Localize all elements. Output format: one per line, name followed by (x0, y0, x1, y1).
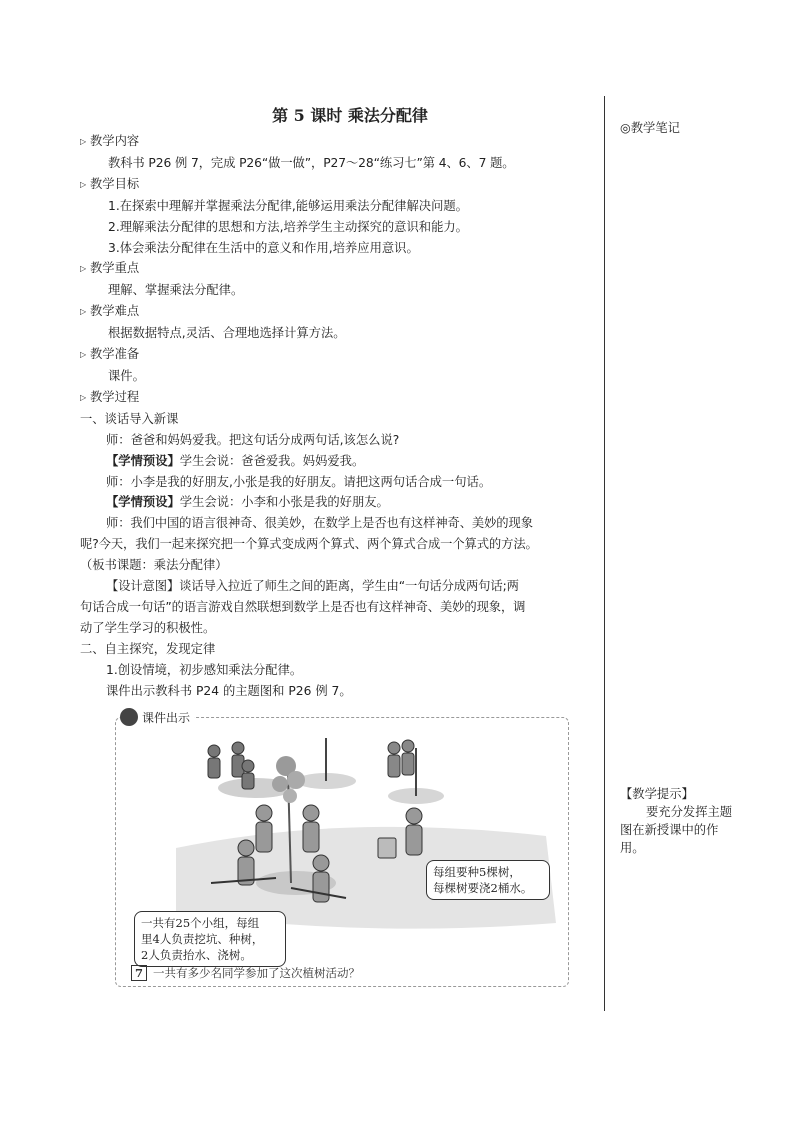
part1-title: 一、谈话导入新课 (80, 411, 179, 426)
teaching-notes-label: ◎教学笔记 (620, 121, 680, 135)
section-process-head: ▷ 教学过程 (80, 387, 600, 409)
dialog-line: 师：小李是我的好朋友,小张是我的好朋友。请把这两句话合成一句话。 (106, 474, 492, 489)
dialog-line: 【学情预设】学生会说：小李和小张是我的好朋友。 (106, 495, 389, 510)
sapling-foliage (283, 789, 297, 803)
triangle-icon: ▷ (80, 350, 87, 360)
section-key-body: 理解、掌握乘法分配律。 (108, 283, 244, 298)
sapling-foliage (272, 776, 288, 792)
triangle-icon: ▷ (80, 264, 87, 274)
goal-2: 2.理解乘法分配律的思想和方法,培养学生主动探究的意识和能力。 (108, 219, 468, 234)
dialog-line: 师：爸爸和妈妈爱我。把这句话分成两句话,该怎么说? (106, 432, 400, 447)
sapling-foliage (287, 771, 305, 789)
triangle-icon: ▷ (80, 179, 87, 189)
dialog-line: （板书课题：乘法分配律） (80, 558, 228, 573)
section-goals-head: ▷ 教学目标 (80, 174, 600, 196)
teaching-tip-head: 【教学提示】 (620, 787, 694, 801)
dialog-line: 师：我们中国的语言很神奇、很美妙，在数学上是否也有这样神奇、美妙的现象 (106, 516, 533, 531)
teaching-tip-body: 要充分发挥主题图在新授课中的作用。 (620, 805, 733, 855)
step-line: 课件出示教科书 P24 的主题图和 P26 例 7。 (106, 683, 352, 698)
triangle-icon: ▷ (80, 137, 87, 146)
lesson-main (80, 104, 600, 701)
figure-label: 课件出示 (120, 708, 194, 726)
section-difficulty-body: 根据数据特点,灵活、合理地选择计算方法。 (108, 326, 346, 341)
child-figure (388, 740, 414, 777)
triangle-icon: ▷ (80, 307, 87, 317)
speech-bubble-trees: 每组要种5棵树， 每棵树要浇2桶水。 (426, 860, 550, 900)
section-content-body: 教科书 P26 例 7，完成 P26“做一做”，P27～28“练习七”第 4、6、7 题。 (108, 155, 515, 170)
section-key-head: ▷ 教学重点 (80, 258, 600, 280)
design-intent: 句话合成一句话”的语言游戏自然联想到数学上是否也有这样神奇、美妙的现象，调 (80, 599, 526, 614)
water-bucket (378, 838, 396, 858)
goal-3: 3.体会乘法分配律在生活中的意义和作用,培养应用意识。 (108, 240, 419, 255)
step-line: 1.创设情境，初步感知乘法分配律。 (106, 662, 303, 677)
goal-1: 1.在探索中理解并掌握乘法分配律,能够运用乘法分配律解决问题。 (108, 198, 468, 213)
speech-bubble-groups: 一共有25个小组，每组 里4人负责挖坑、种树， 2人负责抬水、浇树。 (134, 911, 286, 967)
section-difficulty-head: ▷ 教学难点 (80, 301, 600, 323)
courseware-figure (115, 710, 569, 987)
example-question: 7 一共有多少名同学参加了这次植树活动？ (131, 965, 360, 981)
teaching-tip (620, 785, 740, 857)
dialog-line: 呢?今天，我们一起来探究把一个算式变成两个算式、两个算式合成一个算式的方法。 (80, 537, 538, 552)
design-intent: 【设计意图】谈话导入拉近了师生之间的距离，学生由“一句话分成两句话;两 (106, 579, 519, 594)
section-prep-head: ▷ 教学准备 (80, 344, 600, 366)
design-intent: 动了学生学习的积极性。 (80, 620, 216, 635)
page-title: 第 5 课时 乘法分配律 (272, 106, 428, 125)
section-content-head: ▷ 教学内容 (80, 131, 600, 153)
example-number: 7 (131, 965, 147, 981)
dialog-line: 【学情预设】学生会说：爸爸爱我。妈妈爱我。 (106, 453, 365, 468)
column-divider (604, 96, 605, 1011)
triangle-icon: ▷ (80, 392, 87, 402)
part2-title: 二、自主探究，发现定律 (80, 641, 216, 656)
section-prep-body: 课件。 (108, 368, 145, 383)
